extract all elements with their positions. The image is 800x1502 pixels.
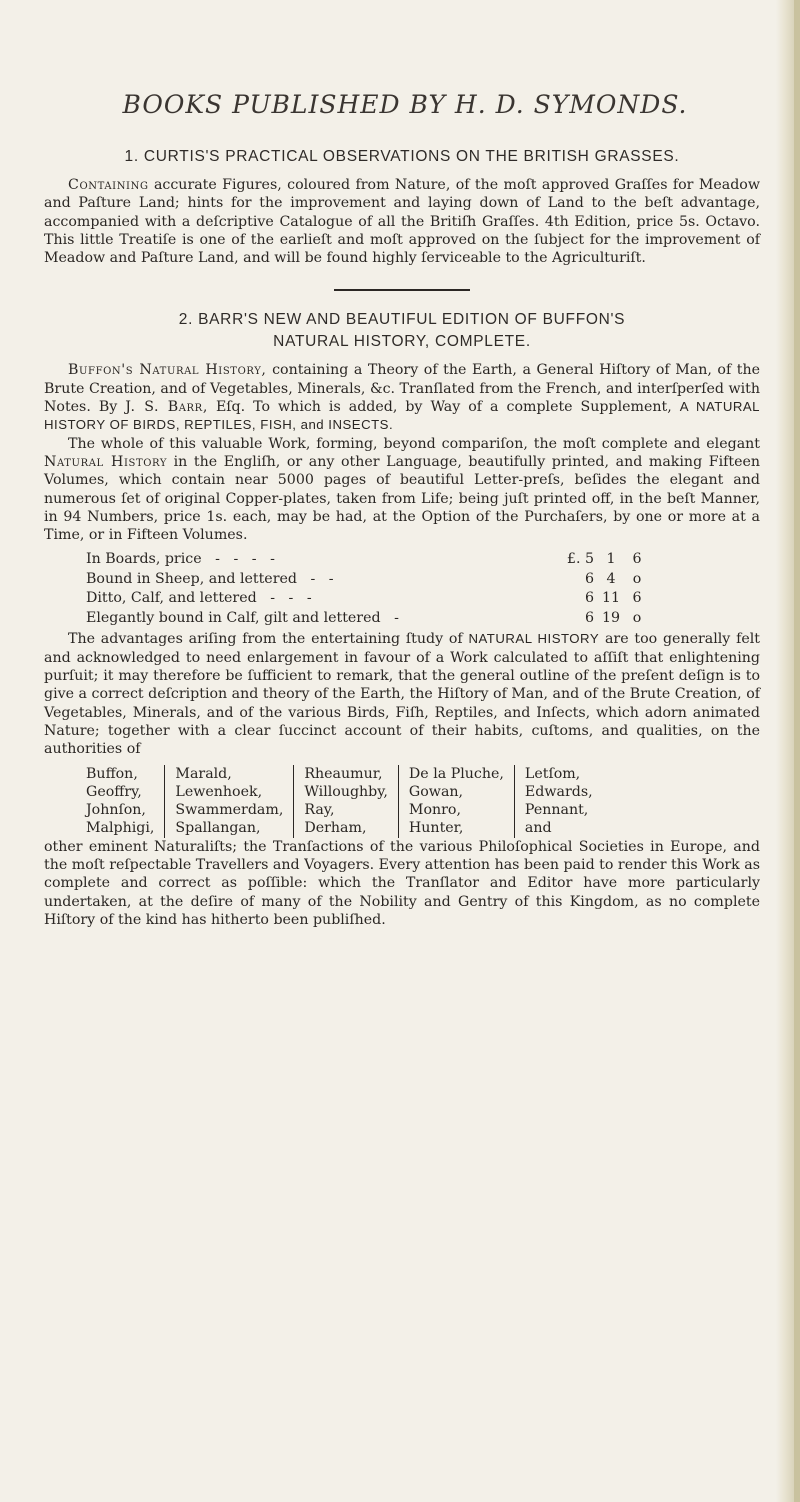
authorities-row	[86, 783, 603, 801]
authority-name: De la Pluche,	[398, 765, 514, 783]
price-amount	[550, 609, 660, 629]
item2-paragraph-4: other eminent Naturaliſts; the Tranſactions of the various Philoſophical Societies in Europe, and the moſt reſpectable Travellers and Voyagers. Every attention has been paid to render this Work as complete and correct as poſſible: which the Tranſlator and Editor have more particularly undertaken, at the deſire of many of the Nobility and Gentry of this Kingdom, as no complete Hiſtory of the kind has hitherto been publiſhed.	[44, 838, 760, 928]
item2-p1-caps: A NATURAL HISTORY OF BIRDS, REPTILES, FISH, and INSECTS.	[44, 399, 761, 433]
authority-name: Marald,	[165, 765, 294, 783]
price-pounds: 6	[584, 609, 594, 626]
authorities-row	[86, 819, 603, 837]
item2-p2-a: The whole of this valuable Work, forming, beyond compariſon, the moſt complete and elegant	[68, 435, 760, 452]
item2-p3-b: are too generally felt and acknowledged to need enlargement in favour of a Work calculated to aſſiſt that enlightening purſuit; it may therefore be ſufficient to remark, that the general outline of the preſent deſign is to give a correct deſcription and theory of the Earth, the Hiſtory of Man, and of the Brute Creation, of Vegetables, Minerals, and of the various Birds, Fiſh, Reptiles, and Inſects, which adorn animated Nature; together with a clear ſuccinct account of their habits, cuſtoms, and qualities, on the authorities of	[44, 631, 760, 758]
authority-name: Hunter,	[398, 819, 514, 837]
authorities-row	[86, 801, 603, 819]
price-list	[86, 550, 706, 628]
price-amount	[550, 550, 660, 570]
price-shillings: 19	[601, 609, 621, 626]
authority-name: and	[514, 819, 602, 837]
price-shillings: 1	[606, 551, 616, 568]
authority-name: Buffon,	[86, 765, 138, 782]
item2-p1-a: containing a Theory of the Earth, a General Hiſtory of Man, of the Brute Creation, and of Vegetables, Minerals, &c. Tranſlated from the French, and interſperſed with Notes. By	[44, 362, 760, 416]
item2-p1-b: Eſq. To which is added, by Way of a complete Supplement,	[215, 399, 672, 416]
item2-p1-lead: Buffon's Natural History,	[68, 362, 267, 379]
authority-name: Willoughby,	[294, 783, 399, 801]
price-amount	[550, 589, 660, 609]
page-header: BOOKS PUBLISHED BY H. D. SYMONDS.	[122, 90, 688, 119]
price-row	[86, 570, 706, 590]
price-pence: 6	[632, 551, 642, 568]
item2-p3-caps: NATURAL HISTORY	[468, 631, 600, 647]
price-label: Elegantly bound in Calf, gilt and lettered -	[86, 609, 399, 626]
item2-p3-a: The advantages ariſing from the entertaining ſtudy of	[68, 631, 463, 648]
authority-name: Spallangan,	[165, 819, 294, 837]
price-shillings: 11	[601, 590, 621, 607]
item2-paragraph-2	[44, 435, 760, 545]
item2-p1-author: J. S. Barr,	[125, 399, 208, 416]
item1-title: 1. CURTIS'S PRACTICAL OBSERVATIONS ON THE BRITISH GRASSES.	[124, 148, 680, 165]
price-label: Ditto, Calf, and lettered - - -	[86, 590, 312, 607]
item1-text: accurate Figures, coloured from Nature, of the moſt approved Graſſes for Meadow and Paſture Land; hints for the improvement and laying down of Land to the beſt advantage, accompanied with a deſcriptive Catalogue of all the Britiſh Graſſes. 4th Edition, price 5s. Octavo. This little Treatiſe is one of the earlieſt and moſt approved on the ſubject for the improvement of Meadow and Paſture Land, and will be found highly ſerviceable to the Agriculturiſt.	[44, 177, 760, 267]
price-label: Bound in Sheep, and lettered - -	[86, 570, 334, 587]
authority-name: Derham,	[294, 819, 399, 837]
item2-paragraph-1	[44, 361, 760, 434]
authority-name: Ray,	[294, 801, 399, 819]
page-edge-binding	[794, 0, 800, 1502]
price-row	[86, 589, 706, 609]
item1-lead: Containing	[68, 177, 149, 193]
item2-p2-sc: Natural History	[44, 453, 168, 470]
section-divider	[334, 289, 470, 291]
authorities-table	[86, 765, 603, 838]
price-pence: o	[632, 570, 642, 587]
item2-title-line1: 2. BARR'S NEW AND BEAUTIFUL EDITION OF BUFFON'S	[178, 311, 626, 329]
item2-title-line2: NATURAL HISTORY, COMPLETE.	[273, 333, 531, 351]
price-amount	[550, 570, 660, 590]
authorities-row	[86, 765, 603, 783]
price-pounds: 6	[584, 590, 594, 607]
price-row	[86, 550, 706, 570]
item2-p2-b: in the Engliſh, or any other Language, beautifully printed, and making Fifteen Volumes, which contain near 5000 pages of beautiful Letter-preſs, beſides the elegant and numerous ſet of original Copper-plates, taken from Life; being juſt printed off, in the beſt Manner, in 94 Numbers, price 1s. each, may be had, at the Option of the Purchaſers, by one or more at a Time, or in Fifteen Volumes.	[44, 453, 761, 544]
price-pence: 6	[632, 590, 642, 607]
authority-name: Rheaumur,	[294, 765, 399, 783]
price-pence: o	[632, 609, 642, 626]
authority-name: Lewenhoek,	[165, 783, 294, 801]
item2-paragraph-3	[44, 630, 760, 758]
authority-name: Swammerdam,	[165, 801, 294, 819]
item1-description	[44, 176, 760, 267]
price-pounds: £. 5	[566, 551, 594, 568]
authority-name: Gowan,	[398, 783, 514, 801]
price-row	[86, 609, 706, 629]
authority-name: Geoffry,	[86, 783, 142, 800]
price-label: In Boards, price - - - -	[86, 551, 275, 568]
authority-name: Letſom,	[514, 765, 602, 783]
authority-name: Monro,	[398, 801, 514, 819]
price-shillings: 4	[606, 570, 616, 587]
document-body	[44, 146, 760, 929]
authority-name: Pennant,	[514, 801, 602, 819]
authority-name: Malphigi,	[86, 820, 155, 837]
authority-name: Edwards,	[514, 783, 602, 801]
authority-name: Johnſon,	[86, 802, 146, 819]
price-pounds: 6	[584, 570, 594, 587]
